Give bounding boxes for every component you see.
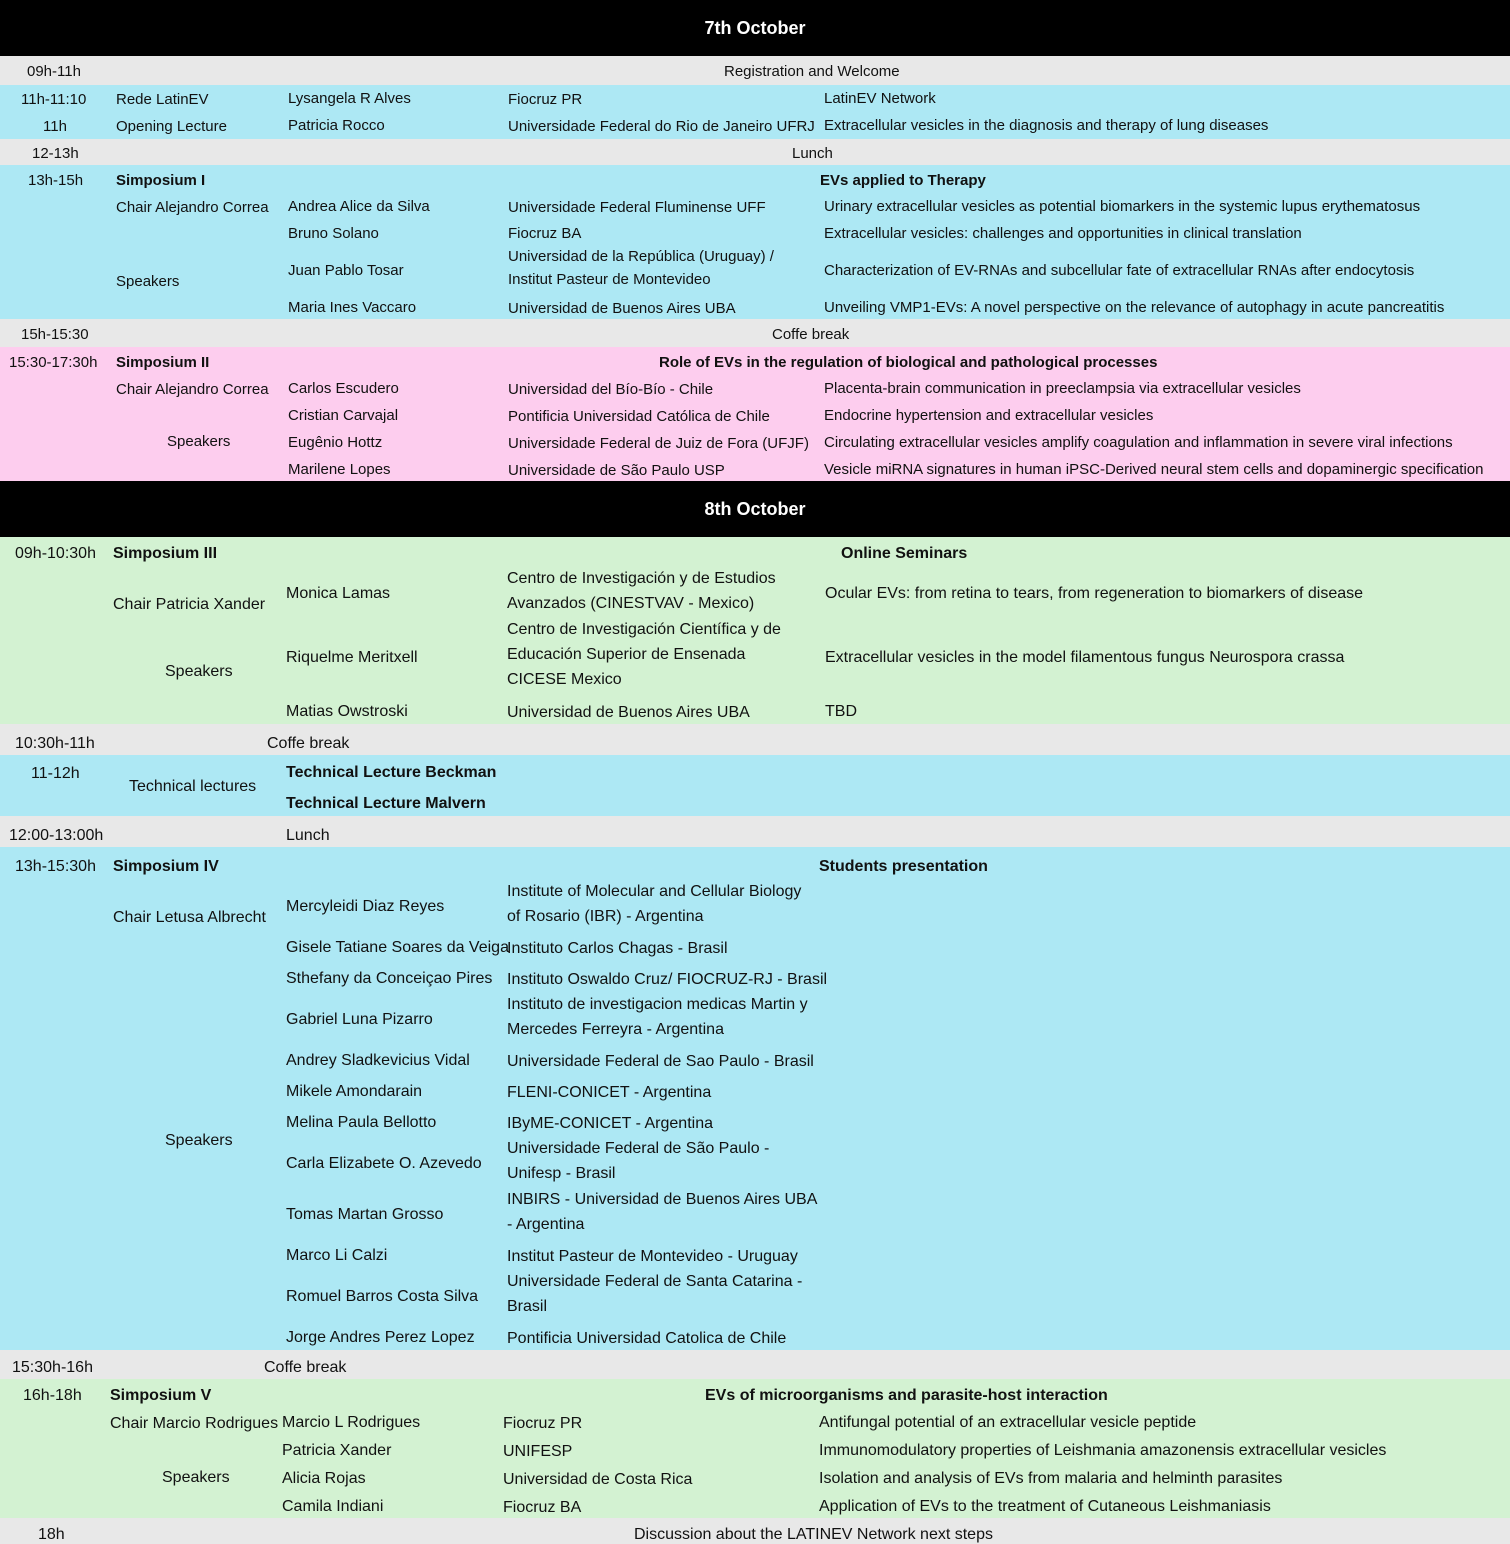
speaker: Sthefany da Conceiçao Pires [286, 970, 493, 987]
session-type: Opening Lecture [116, 118, 227, 135]
speaker: Lysangela R Alves [288, 90, 411, 107]
institution: Instituto Carlos Chagas - Brasil [507, 940, 728, 957]
institution: Pontificia Universidad Catolica de Chile [507, 1330, 787, 1347]
institution: Institute of Molecular and Cellular Biology of Rosario (IBR) - Argentina [507, 883, 802, 925]
speaker: Marilene Lopes [288, 461, 391, 478]
speaker: Riquelme Meritxell [286, 649, 418, 666]
institution: Universidade Federal do Rio de Janeiro UFRJ [508, 118, 815, 135]
institution: Universidade Federal de São Paulo - Unifesp - Brasil [507, 1140, 770, 1182]
institution: Centro de Investigación y de Estudios Avanzados (CINESTVAV - Mexico) [507, 570, 776, 612]
event-text: Coffe break [772, 326, 850, 343]
event-text: Lunch [286, 827, 330, 844]
speaker: Patricia Rocco [288, 117, 385, 134]
speaker: Bruno Solano [288, 225, 379, 242]
day-header-8th-october [0, 481, 1510, 537]
institution: Instituto Oswaldo Cruz/ FIOCRUZ-RJ - Brasil [507, 971, 828, 988]
talk-title: Vesicle miRNA signatures in human iPSC-Derived neural stem cells and dopaminergic specification [824, 461, 1484, 478]
speaker: Gisele Tatiane Soares da Veiga [286, 939, 509, 956]
speaker: Andrey Sladkevicius Vidal [286, 1052, 470, 1069]
talk-title: Application of EVs to the treatment of Cutaneous Leishmaniasis [819, 1498, 1271, 1515]
talk-title: Characterization of EV-RNAs and subcellular fate of extracellular RNAs after endocytosis [824, 262, 1415, 279]
coffee-break-row [0, 1350, 1510, 1379]
time: 11h [43, 118, 67, 135]
time: 15:30h-16h [12, 1359, 93, 1376]
day-title: 8th October [704, 498, 806, 519]
talk-title: Immunomodulatory properties of Leishmania amazonensis extracellular vesicles [819, 1442, 1387, 1459]
institution: Universidade Federal de Juiz de Fora (UFJF) [508, 435, 809, 452]
chair: Chair Alejandro Correa [116, 199, 269, 216]
session-name: Simposium I [116, 172, 206, 189]
simposium-5-block [0, 1379, 1510, 1518]
speakers-label: Speakers [116, 273, 180, 290]
talk-title: Antifungal potential of an extracellular vesicle peptide [819, 1414, 1197, 1431]
simposium-4-block [0, 847, 1510, 1350]
event-text: Coffe break [264, 1359, 347, 1376]
registration-row [0, 56, 1510, 85]
speakers-label: Speakers [165, 1132, 233, 1149]
talk-title: Extracellular vesicles in the model filamentous fungus Neurospora crassa [825, 649, 1345, 666]
speaker: Marco Li Calzi [286, 1247, 388, 1264]
institution: Fiocruz BA [508, 225, 582, 242]
event-text: Discussion about the LATINEV Network next steps [634, 1526, 993, 1543]
technical-lecture: Technical Lecture Malvern [286, 795, 486, 812]
institution: Centro de Investigación Científica y de Educación Superior de Ensenada CICESE Mexico [507, 621, 781, 688]
institution: Universidad de la República (Uruguay) / Institut Pasteur de Montevideo [508, 248, 774, 288]
speaker: Mikele Amondarain [286, 1083, 423, 1100]
institution: Instituto de investigacion medicas Martin y Mercedes Ferreyra - Argentina [507, 996, 808, 1038]
speaker: Carla Elizabete O. Azevedo [286, 1155, 482, 1172]
talk-title: Extracellular vesicles in the diagnosis and therapy of lung diseases [824, 117, 1269, 134]
chair: Chair Marcio Rodrigues [110, 1415, 279, 1432]
talk-title: Urinary extracellular vesicles as potential biomarkers in the systemic lupus erythematosus [824, 198, 1421, 215]
speaker: Andrea Alice da Silva [288, 198, 430, 215]
institution: Universidad de Buenos Aires UBA [507, 704, 750, 721]
talk-title: Extracellular vesicles: challenges and opportunities in clinical translation [824, 225, 1302, 242]
lunch-row [0, 139, 1510, 165]
time: 15:30-17:30h [9, 354, 98, 371]
time: 16h-18h [23, 1387, 82, 1404]
time: 09h-10:30h [15, 545, 96, 562]
technical-lectures-block [0, 755, 1510, 816]
speaker: Patricia Xander [282, 1442, 392, 1459]
event-text: Coffe break [267, 735, 350, 752]
institution: Fiocruz PR [508, 91, 583, 108]
speaker: Eugênio Hottz [288, 434, 383, 451]
speaker: Maria Ines Vaccaro [288, 299, 417, 316]
talk-title: Unveiling VMP1-EVs: A novel perspective on the relevance of autophagy in acute pancreatitis [824, 299, 1445, 316]
simposium-2-block [0, 347, 1510, 481]
session-type: Rede LatinEV [116, 91, 209, 108]
time: 11-12h [31, 765, 80, 782]
institution: Fiocruz BA [503, 1499, 582, 1516]
session-theme: Role of EVs in the regulation of biological and pathological processes [659, 354, 1158, 371]
session-type: Technical lectures [129, 778, 257, 795]
institution: Institut Pasteur de Montevideo - Uruguay [507, 1248, 798, 1265]
institution: INBIRS - Universidad de Buenos Aires UBA - Argentina [507, 1191, 817, 1233]
institution: Universidade Federal Fluminense UFF [508, 199, 766, 216]
institution: Universidad de Buenos Aires UBA [508, 300, 736, 317]
speaker: Romuel Barros Costa Silva [286, 1288, 479, 1305]
talk-title: Ocular EVs: from retina to tears, from regeneration to biomarkers of disease [825, 585, 1364, 602]
institution: Fiocruz PR [503, 1415, 583, 1432]
institution: Universidade Federal de Santa Catarina - Brasil [507, 1273, 803, 1315]
simposium-3-block [0, 537, 1510, 724]
talk-title: LatinEV Network [824, 90, 936, 107]
speaker: Camila Indiani [282, 1498, 384, 1515]
chair: Chair Alejandro Correa [116, 381, 269, 398]
chair: Chair Patricia Xander [113, 596, 266, 613]
time: 09h-11h [27, 63, 81, 80]
speaker: Monica Lamas [286, 585, 391, 602]
session-theme: EVs applied to Therapy [820, 172, 986, 189]
institution: Universidade Federal de Sao Paulo - Brasil [507, 1053, 814, 1070]
time: 10:30h-11h [15, 735, 95, 752]
speaker: Alicia Rojas [282, 1470, 366, 1487]
coffee-break-row [0, 319, 1510, 347]
speaker: Marcio L Rodrigues [282, 1414, 421, 1431]
speaker: Carlos Escudero [288, 380, 399, 397]
day-header-7th-october [0, 0, 1510, 56]
session-name: Simposium IV [113, 858, 219, 875]
time: 12-13h [32, 145, 79, 162]
speaker: Jorge Andres Perez Lopez [286, 1329, 475, 1346]
event-text: Lunch [792, 145, 833, 162]
lunch-row [0, 816, 1510, 847]
session-theme: Students presentation [819, 858, 988, 875]
talk-title: Circulating extracellular vesicles amplify coagulation and inflammation in severe viral infections [824, 434, 1453, 451]
speaker: Melina Paula Bellotto [286, 1114, 437, 1131]
institution: Universidad del Bío-Bío - Chile [508, 381, 714, 398]
institution: UNIFESP [503, 1443, 573, 1460]
day-title: 7th October [704, 17, 806, 38]
institution: FLENI-CONICET - Argentina [507, 1084, 712, 1101]
speakers-label: Speakers [162, 1469, 230, 1486]
time: 13h-15h [28, 172, 84, 189]
speakers-label: Speakers [167, 433, 231, 450]
speaker: Cristian Carvajal [288, 407, 399, 424]
talk-title: TBD [825, 703, 857, 720]
session-name: Simposium III [113, 545, 218, 562]
opening-block [0, 85, 1510, 139]
session-name: Simposium II [116, 354, 210, 371]
talk-title: Isolation and analysis of EVs from malaria and helminth parasites [819, 1470, 1283, 1487]
simposium-1-block [0, 165, 1510, 319]
institution: Pontificia Universidad Católica de Chile [508, 408, 770, 425]
speaker: Matias Owstroski [286, 703, 408, 720]
closing-row [0, 1518, 1510, 1544]
institution: Universidade de São Paulo USP [508, 462, 725, 479]
time: 15h-15:30 [21, 326, 89, 343]
coffee-break-row [0, 724, 1510, 755]
talk-title: Placenta-brain communication in preeclampsia via extracellular vesicles [824, 380, 1301, 397]
institution: Universidad de Costa Rica [503, 1471, 693, 1488]
speaker: Mercyleidi Diaz Reyes [286, 898, 445, 915]
talk-title: Endocrine hypertension and extracellular vesicles [824, 407, 1154, 424]
time: 13h-15:30h [15, 858, 96, 875]
time: 11h-11:10 [21, 91, 87, 108]
time: 18h [38, 1526, 65, 1543]
speaker: Tomas Martan Grosso [286, 1206, 444, 1223]
speaker: Juan Pablo Tosar [288, 262, 404, 279]
session-theme: EVs of microorganisms and parasite-host interaction [705, 1387, 1108, 1404]
session-name: Simposium V [110, 1387, 212, 1404]
institution: IByME-CONICET - Argentina [507, 1115, 713, 1132]
technical-lecture: Technical Lecture Beckman [286, 764, 497, 781]
chair: Chair Letusa Albrecht [113, 909, 266, 926]
time: 12:00-13:00h [9, 827, 104, 844]
speakers-label: Speakers [165, 663, 233, 680]
speaker: Gabriel Luna Pizarro [286, 1011, 433, 1028]
event-text: Registration and Welcome [724, 63, 900, 80]
session-theme: Online Seminars [841, 545, 968, 562]
